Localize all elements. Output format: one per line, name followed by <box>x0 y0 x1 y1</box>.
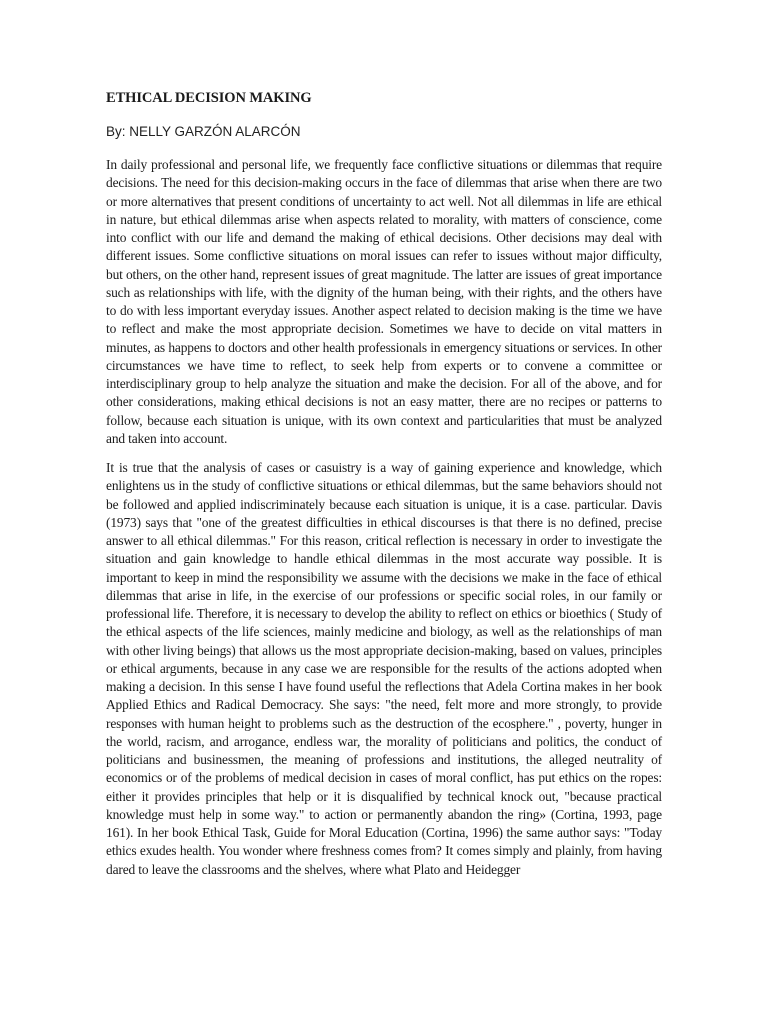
paragraph-1: In daily professional and personal life, we frequently face conflictive situations or dilemmas that require decisions. The need for this decision-making occurs in the face of dilemmas that arise when there are two or more alternatives that present conditions of uncertainty to act well. Not all dilemmas in life are ethical in nature, but ethical dilemmas arise when aspects related to morality, with matters of conscience, come into conflict with our life and demand the making of ethical decisions. Other decisions may deal with different issues. Some conflictive situations on moral issues can refer to issues without major difficulty, but others, on the other hand, represent issues of great magnitude. The latter are issues of great importance such as relationships with life, with the dignity of the human being, with their rights, and the others have to do with less important everyday issues. Another aspect related to decision making is the time we have to reflect and make the most appropriate decision. Sometimes we have to decide on vital matters in minutes, as happens to doctors and other health professionals in emergency situations or services. In other circumstances we have time to reflect, to seek help from experts or to convene a committee or interdisciplinary group to help analyze the situation and make the decision. For all of the above, and for other considerations, making ethical decisions is not an easy matter, there are no recipes or patterns to follow, because each situation is unique, with its own context and particularities that must be analyzed and taken into account. <box>106 157 662 446</box>
document-page <box>106 88 662 890</box>
author-byline: By: NELLY GARZÓN ALARCÓN <box>106 124 301 139</box>
document-title: ETHICAL DECISION MAKING <box>106 90 312 106</box>
paragraph-2: It is true that the analysis of cases or casuistry is a way of gaining experience and knowledge, which enlightens us in the study of conflictive situations or ethical dilemmas, but the same behaviors should not be followed and applied indiscriminately because each situation is unique, it is a case. particular. Davis (1973) says that "one of the greatest difficulties in ethical discourses is that there is no defined, precise answer to all ethical dilemmas." For this reason, critical reflection is necessary in order to investigate the situation and gain knowledge to handle ethical dilemmas in the most accurate way possible. It is important to keep in mind the responsibility we assume with the decisions we make in the face of ethical dilemmas that arise in life, in the exercise of our professions or specific social roles, in our family or professional life. Therefore, it is necessary to develop the ability to reflect on ethics or bioethics ( Study of the ethical aspects of the life sciences, mainly medicine and biology, as well as the relationships of man with other living beings) that allows us the most appropriate decision-making, based on values, principles or ethical arguments, because in any case we are responsible for the results of the actions adopted when making a decision. In this sense I have found useful the reflections that Adela Cortina makes in her book Applied Ethics and Radical Democracy. She says: "the need, felt more and more strongly, to provide responses with human height to problems such as the destruction of the ecosphere." , poverty, hunger in the world, racism, and arrogance, endless war, the morality of politicians and politics, the conduct of politicians and businessmen, the meaning of professions and institutions, the alleged neutrality of economics or of the problems of medical decision in cases of moral conflict, has put ethics on the ropes: either it provides principles that help or it is disqualified by technical knock out, "because practical knowledge must help in some way." to action or permanently abandon the ring» (Cortina, 1993, page 161). In her book Ethical Task, Guide for Moral Education (Cortina, 1996) the same author says: "Today ethics exudes health. You wonder where freshness comes from? It comes simply and plainly, from having dared to leave the classrooms and the shelves, where what Plato and Heidegger <box>106 460 662 877</box>
